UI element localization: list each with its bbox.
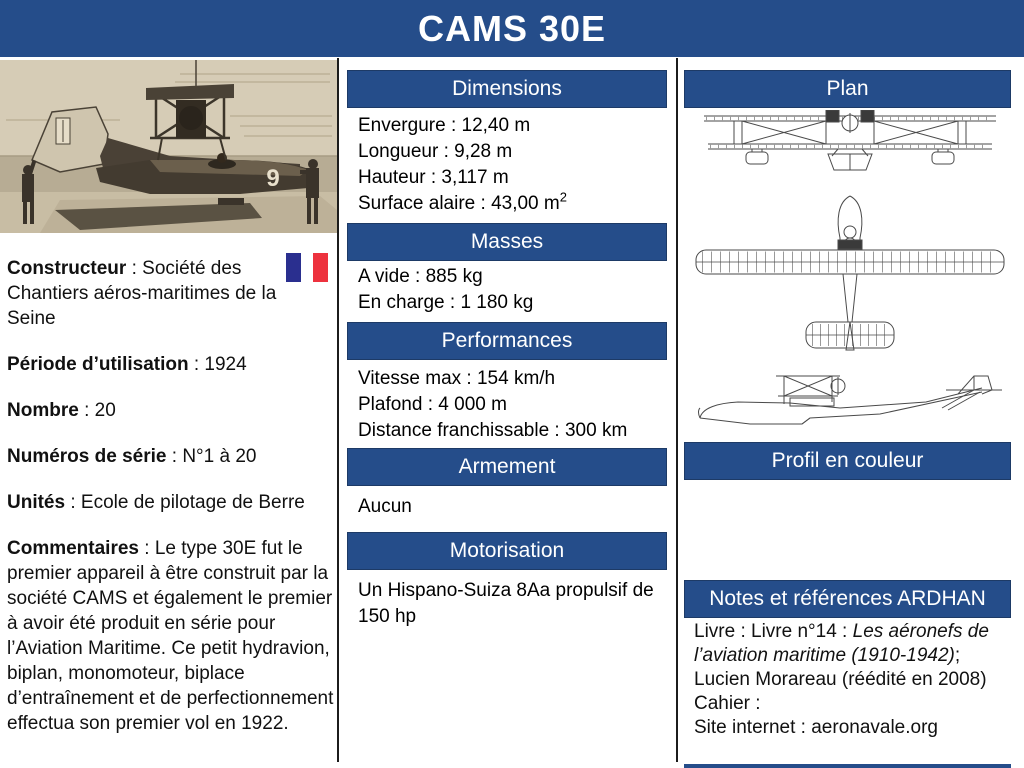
masses-specs <box>358 264 670 316</box>
book-title: Les aéronefs de l’aviation maritime (1910-1942) <box>694 621 989 666</box>
hull-number: 9 <box>266 165 280 192</box>
field-value: 1924 <box>204 354 247 375</box>
field-value: Le type 30E fut le premier appareil à être construit par la société CAMS et également le premier à avoir été produit en série pour l’Aviation Maritime. Ce petit hydravion, biplan, monomoteur, biplace d’entraînement et de perfectionnement effectua son premier vol en 1922. <box>7 538 334 734</box>
section-header-armement: Armement <box>347 448 667 486</box>
field-periode: Période d’utilisation : 1924 <box>7 354 247 375</box>
side-view-drawing <box>690 374 1010 438</box>
plan-drawings <box>690 110 1010 440</box>
spec-line: Longueur : 9,28 m <box>358 141 513 162</box>
section-header-plan: Plan <box>684 70 1011 108</box>
section-header-profil: Profil en couleur <box>684 442 1011 480</box>
notes-site: Site internet : aeronavale.org <box>694 717 938 738</box>
superscript: 2 <box>559 189 567 205</box>
field-commentaires: Commentaires : Le type 30E fut le premier appareil à être construit par la société CAMS et également le premier à avoir été produit en série pour l’Aviation Maritime. Ce petit hydravion, biplan, monomoteur, biplace d’entraînement et de perfectionnement effectua son premier vol en 1922. <box>7 538 334 734</box>
section-header-performances: Performances <box>347 322 667 360</box>
field-label: Constructeur <box>7 258 127 279</box>
field-value: Société des Chantiers aéros-maritimes de la Seine <box>7 258 277 329</box>
spec-line: Un Hispano-Suiza 8Aa propulsif de 150 hp <box>358 580 654 627</box>
column-divider-right <box>676 58 678 762</box>
field-label: Période d’utilisation <box>7 354 189 375</box>
spec-line: Hauteur : 3,117 m <box>358 167 509 188</box>
field-value: Ecole de pilotage de Berre <box>80 492 305 513</box>
spec-line: Plafond : 4 000 m <box>358 394 507 415</box>
front-view-drawing <box>690 110 1010 174</box>
spec-line: Distance franchissable : 300 km <box>358 420 628 441</box>
field-nombre: Nombre : 20 <box>7 400 116 421</box>
page-title: CAMS 30E <box>0 0 1024 57</box>
aircraft-info <box>7 256 337 757</box>
performances-specs <box>358 366 670 444</box>
field-label: Commentaires <box>7 538 139 559</box>
column-divider-left <box>337 58 339 762</box>
notes-livre: Livre : Livre n°14 : Les aéronefs de l’aviation maritime (1910-1942); Lucien Morareau (réédité en 2008) <box>694 621 989 690</box>
field-label: Unités <box>7 492 66 513</box>
dimensions-specs <box>358 113 670 217</box>
spec-line: Aucun <box>358 496 412 517</box>
spec-line: A vide : 885 kg <box>358 266 483 287</box>
field-label: Nombre <box>7 400 79 421</box>
armement-specs <box>358 494 670 520</box>
field-constructeur: Constructeur : Société des Chantiers aéros-maritimes de la Seine <box>7 258 277 329</box>
spec-line: Envergure : 12,40 m <box>358 115 531 136</box>
notes-references <box>694 620 1016 740</box>
field-unites: Unités : Ecole de pilotage de Berre <box>7 492 305 513</box>
section-header-motorisation: Motorisation <box>347 532 667 570</box>
field-numeros-serie: Numéros de série : N°1 à 20 <box>7 446 257 467</box>
field-value: 20 <box>94 400 116 421</box>
top-view-drawing <box>690 194 1010 356</box>
spec-line: Vitesse max : 154 km/h <box>358 368 556 389</box>
field-value: N°1 à 20 <box>182 446 257 467</box>
section-header-notes: Notes et références ARDHAN <box>684 580 1011 618</box>
cutoff-section-bar <box>684 764 1011 768</box>
notes-cahier: Cahier : <box>694 693 761 714</box>
section-header-masses: Masses <box>347 223 667 261</box>
spec-line: Surface alaire : 43,00 $m^2$ <box>358 189 567 214</box>
spec-line: En charge : 1 180 kg <box>358 292 534 313</box>
aircraft-photo <box>0 60 337 233</box>
section-header-dimensions: Dimensions <box>347 70 667 108</box>
motorisation-specs <box>358 578 670 630</box>
field-label: Numéros de série <box>7 446 167 467</box>
